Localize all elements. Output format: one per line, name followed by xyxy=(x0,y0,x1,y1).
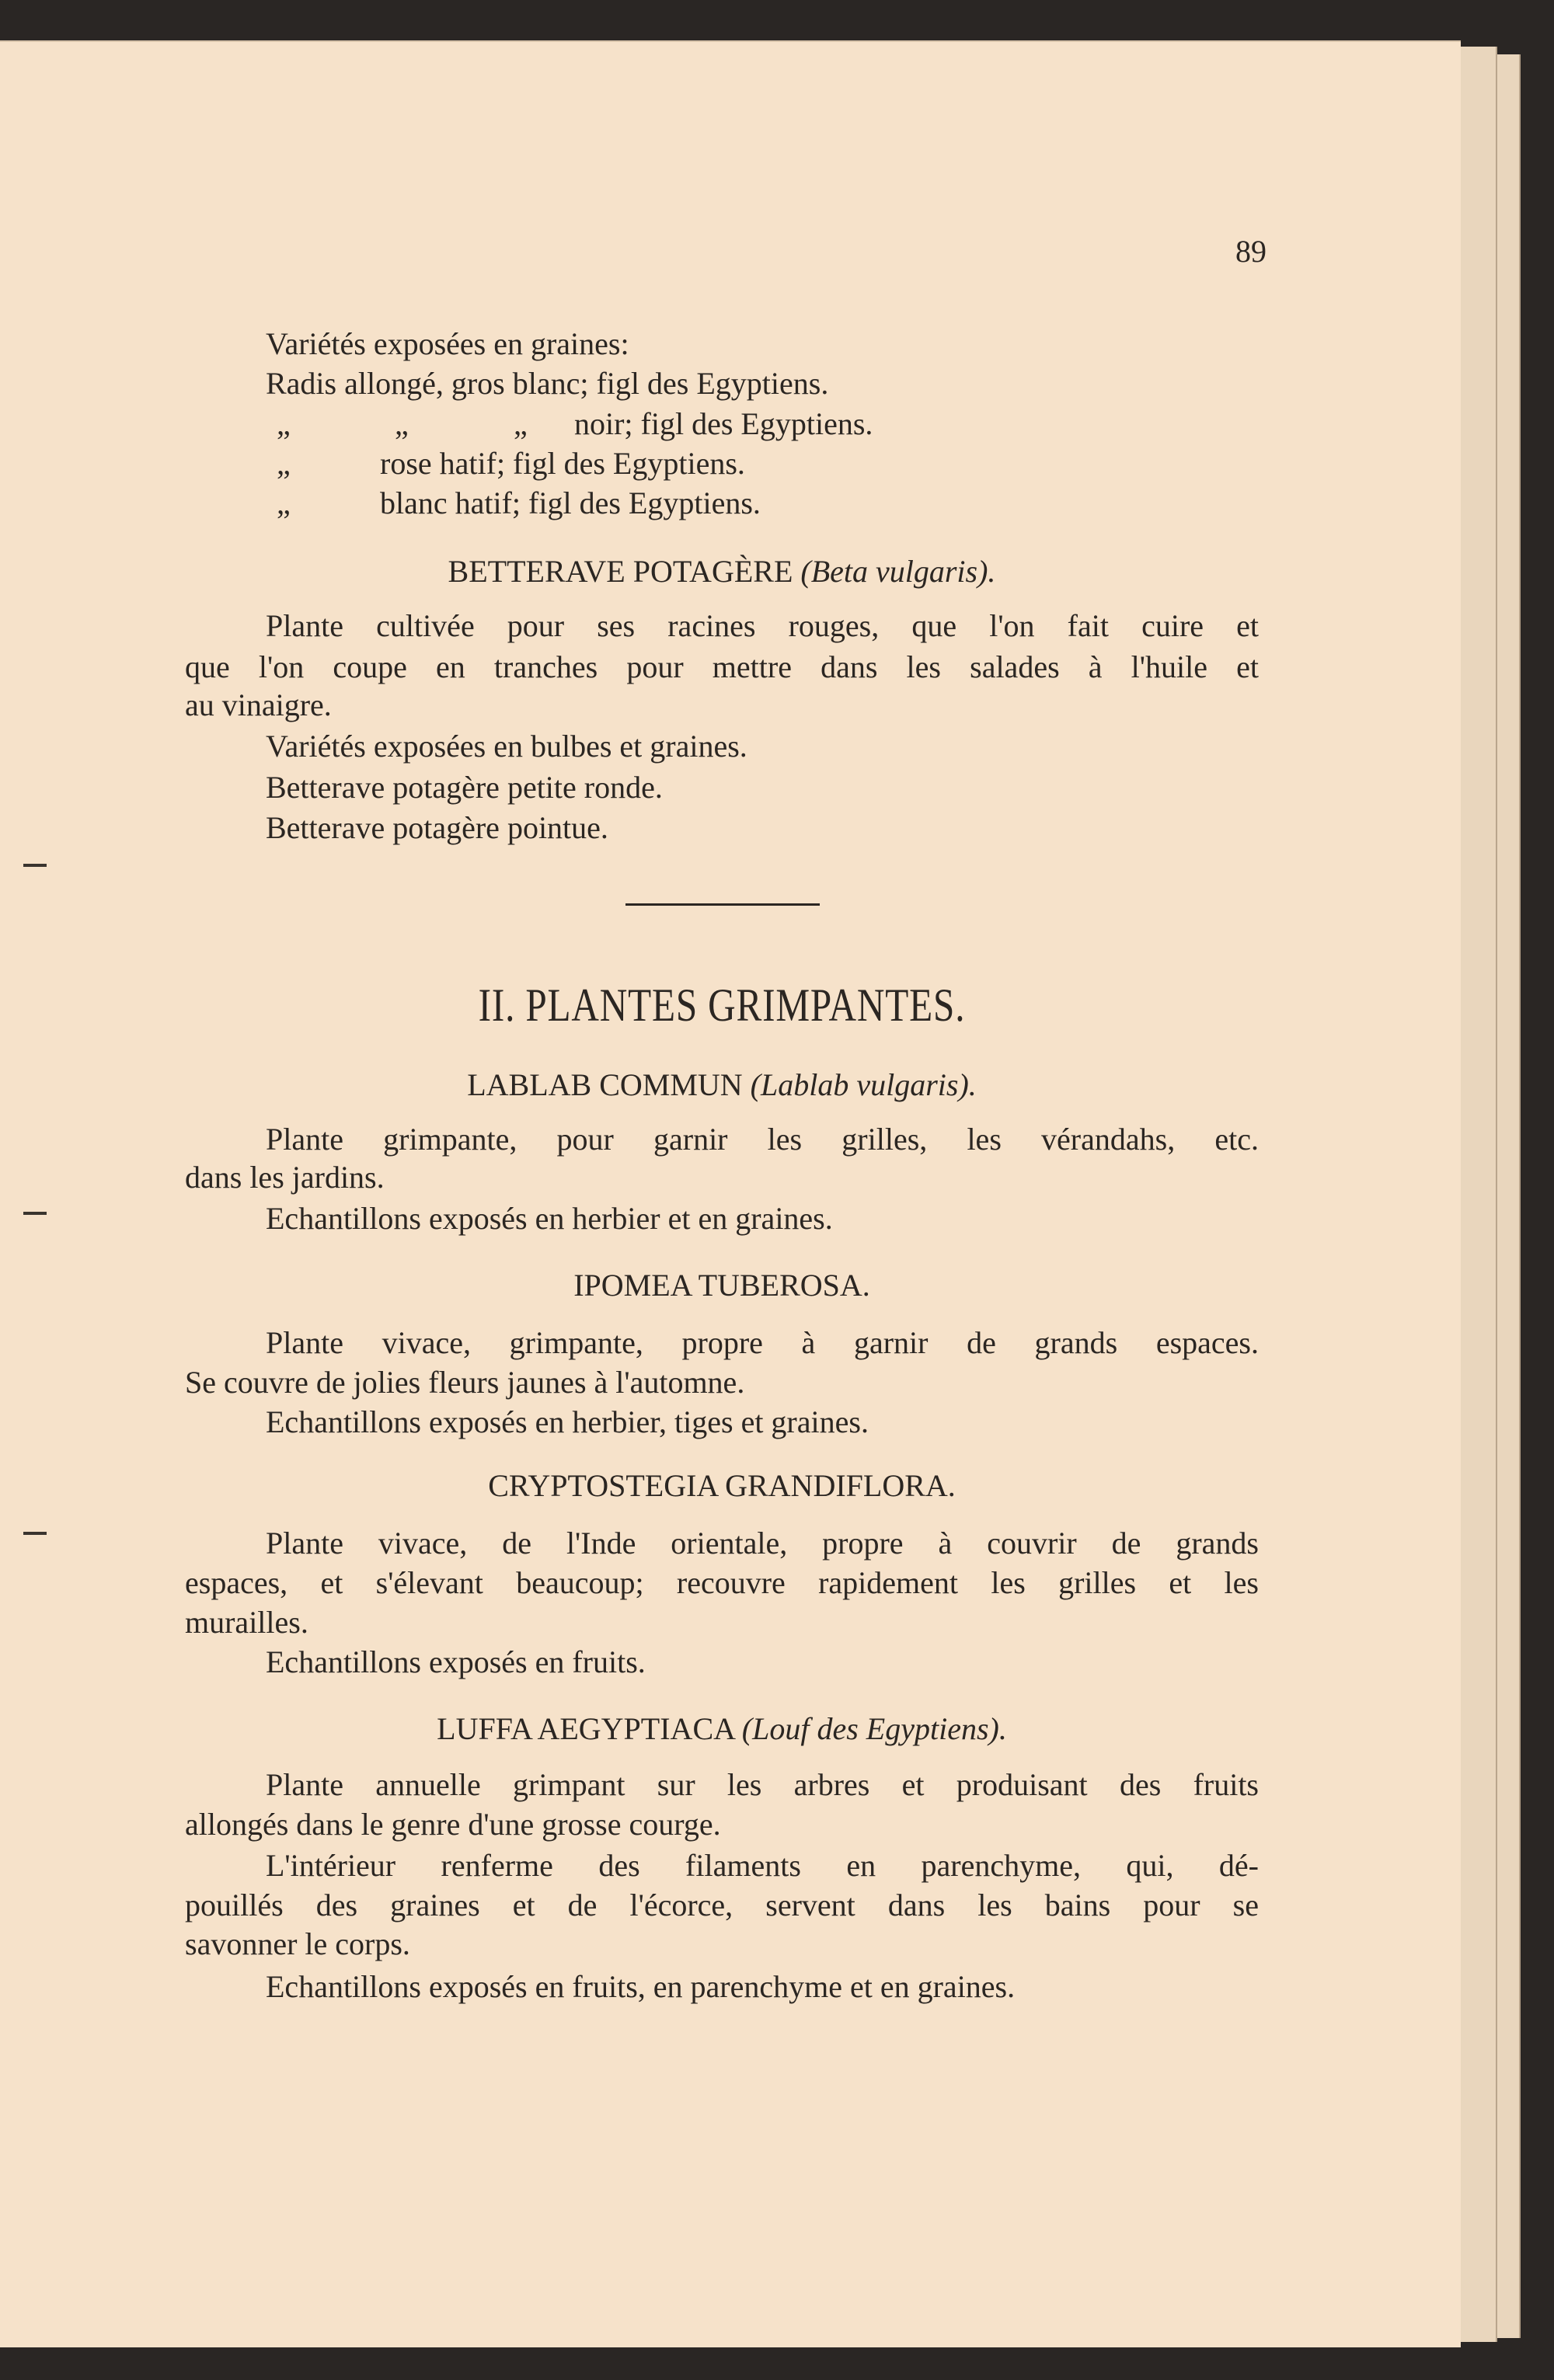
text-line: rose hatif; figl des Egyptiens. xyxy=(380,446,745,481)
latin-name: (Beta vulgaris). xyxy=(800,554,996,589)
section-title: II. PLANTES GRIMPANTES. xyxy=(478,979,966,1031)
text-line: Plante annuelle grimpant sur les arbres et produisant des fruits xyxy=(266,1767,1259,1802)
text-line: Variétés exposées en bulbes et graines. xyxy=(266,729,747,764)
entry-heading: LUFFA AEGYPTIACA (Louf des Egyptiens). xyxy=(437,1711,1007,1746)
text-line: au vinaigre. xyxy=(185,687,332,722)
binding-stitch xyxy=(23,1532,47,1535)
text-line: Radis allongé, gros blanc; figl des Egyptiens. xyxy=(266,366,829,401)
text-line: allongés dans le genre d'une grosse courge. xyxy=(185,1807,721,1842)
entry-heading: CRYPTOSTEGIA GRANDIFLORA. xyxy=(488,1468,956,1503)
text-line: Echantillons exposés en herbier, tiges et graines. xyxy=(266,1404,869,1439)
section-divider xyxy=(625,903,820,906)
text-line: dans les jardins. xyxy=(185,1160,385,1195)
text-line: Plante cultivée pour ses racines rouges, que l'on fait cuire et xyxy=(266,608,1259,643)
latin-name: (Louf des Egyptiens). xyxy=(741,1711,1007,1746)
text-line: L'intérieur renferme des filaments en parenchyme, qui, dé- xyxy=(266,1848,1259,1883)
text-line: blanc hatif; figl des Egyptiens. xyxy=(380,485,761,520)
text-line: noir; figl des Egyptiens. xyxy=(574,406,873,441)
ditto-mark: „ xyxy=(277,446,291,481)
entry-heading: LABLAB COMMUN (Lablab vulgaris). xyxy=(467,1067,977,1102)
text-line: espaces, et s'élevant beaucoup; recouvre rapidement les grilles et les xyxy=(185,1565,1259,1600)
entry-heading: IPOMEA TUBEROSA. xyxy=(573,1268,870,1303)
text-line: pouillés des graines et de l'écorce, servent dans les bains pour se xyxy=(185,1888,1259,1922)
text-line: Echantillons exposés en fruits, en parenchyme et en graines. xyxy=(266,1969,1016,2004)
ditto-mark: „ xyxy=(395,406,409,441)
text-line: Se couvre de jolies fleurs jaunes à l'automne. xyxy=(185,1365,745,1400)
ditto-mark: „ xyxy=(277,406,291,441)
ditto-mark: „ xyxy=(277,485,291,520)
text-line: Betterave potagère pointue. xyxy=(266,810,608,845)
text-line: savonner le corps. xyxy=(185,1926,410,1961)
text-line: Echantillons exposés en fruits. xyxy=(266,1644,646,1679)
ditto-mark: „ xyxy=(514,406,528,441)
text-line: Betterave potagère petite ronde. xyxy=(266,770,663,805)
binding-stitch xyxy=(23,864,47,867)
text-line: Plante vivace, grimpante, propre à garnir de grands espaces. xyxy=(266,1325,1259,1360)
text-line: Plante vivace, de l'Inde orientale, propre à couvrir de grands xyxy=(266,1526,1259,1561)
text-line: Echantillons exposés en herbier et en graines. xyxy=(266,1201,833,1236)
text-line: que l'on coupe en tranches pour mettre dans les salades à l'huile et xyxy=(185,649,1259,684)
text-line: Plante grimpante, pour garnir les grilles, les vérandahs, etc. xyxy=(266,1122,1259,1157)
page-number: 89 xyxy=(1235,234,1267,269)
binding-stitch xyxy=(23,1212,47,1215)
text-line: murailles. xyxy=(185,1605,308,1640)
entry-heading: BETTERAVE POTAGÈRE (Beta vulgaris). xyxy=(448,554,996,589)
latin-name: (Lablab vulgaris). xyxy=(750,1067,977,1102)
text-line: Variétés exposées en graines: xyxy=(266,326,629,361)
